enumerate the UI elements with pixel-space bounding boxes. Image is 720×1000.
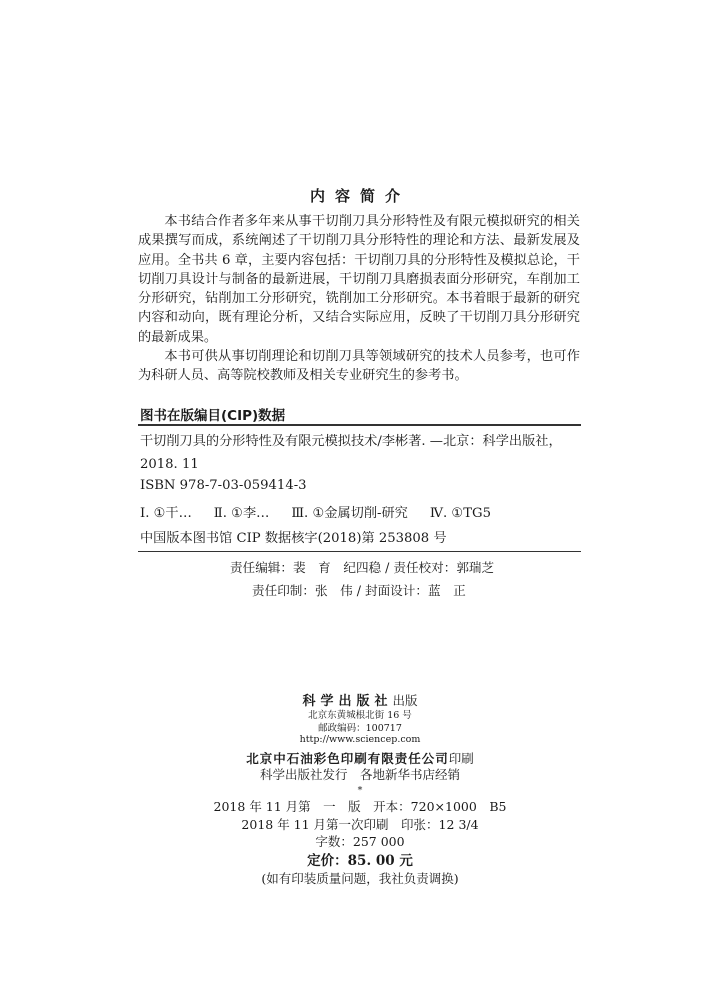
- cip-heading: 图书在版编目(CIP)数据: [140, 408, 286, 424]
- cip-bottom-rule: [138, 551, 581, 552]
- publisher-website: http://www.sciencep.com: [299, 734, 421, 745]
- classification-item: Ⅳ. ①TG5: [429, 506, 491, 521]
- editor-credits: 责任编辑：裴 育 纪四稳 / 责任校对：郭瑞芝: [230, 560, 495, 575]
- publisher-postcode: 邮政编码：100717: [318, 723, 402, 734]
- edition-line: 2018 年 11 月第 一 版 开本：720×1000 B5: [213, 799, 507, 814]
- production-credits: 责任印制：张 伟 / 封面设计：蓝 正: [252, 583, 466, 598]
- cip-top-rule: [138, 424, 581, 426]
- printer-suffix: 印刷: [448, 751, 474, 766]
- printer-name: 北京中石油彩色印刷有限责任公司: [246, 751, 449, 766]
- quality-note: (如有印装质量问题，我社负责调换): [261, 871, 459, 886]
- classification-item: Ⅲ. ①金属切削-研究: [291, 506, 408, 521]
- separator-mark: *: [357, 785, 363, 796]
- printing-line: 2018 年 11 月第一次印刷 印张：12 3/4: [241, 817, 479, 832]
- publisher-suffix: 出版: [392, 693, 418, 708]
- content-summary-title: 内容简介: [309, 187, 410, 205]
- publisher-address: 北京东黄城根北街 16 号: [308, 710, 412, 721]
- cip-classification: [140, 506, 491, 522]
- cip-isbn: ISBN 978-7-03-059414-3: [140, 478, 307, 493]
- content-summary-body: [138, 212, 580, 386]
- price-label: 定价：: [307, 853, 348, 869]
- price-value: 85. 00 元: [347, 853, 413, 869]
- summary-paragraph: 本书可供从事切削理论和切削刀具等领域研究的技术人员参考，也可作为科研人员、高等院校教师及相关专业研究生的参考书。: [138, 349, 580, 384]
- cip-title-line-continued: 2018. 11: [140, 457, 199, 472]
- publisher-name: 科学出版社: [302, 694, 393, 709]
- cip-core-number: 中国版本图书馆 CIP 数据核字(2018)第 253808 号: [140, 531, 447, 546]
- cip-title-line: 干切削刀具的分形特性及有限元模拟技术/李彬著. —北京：科学出版社，: [140, 434, 562, 449]
- word-count: 字数：257 000: [315, 834, 405, 849]
- distribution-line: 科学出版社发行 各地新华书店经销: [259, 767, 460, 782]
- classification-item: Ⅱ. ①李…: [213, 506, 270, 521]
- summary-paragraph: 本书结合作者多年来从事干切削刀具分形特性及有限元模拟研究的相关成果撰写而成，系统阐述了干切削刀具分形特性的理论和方法、最新发展及应用。全书共 6 章，主要内容包括：干切削刀具的分形特性及模拟总论，干切削刀具设计与制备的最新进展，干切削刀具磨损表面分形研究，车削加工分形研究，钻削加工分形研究，铣削加工分形研究。本书着眼于最新的研究内容和动向，既有理论分析，又结合实际应用，反映了干切削刀具分形研究的最新成果。: [138, 214, 580, 345]
- price-line: [0, 849, 720, 869]
- classification-item: Ⅰ. ①干…: [140, 506, 192, 521]
